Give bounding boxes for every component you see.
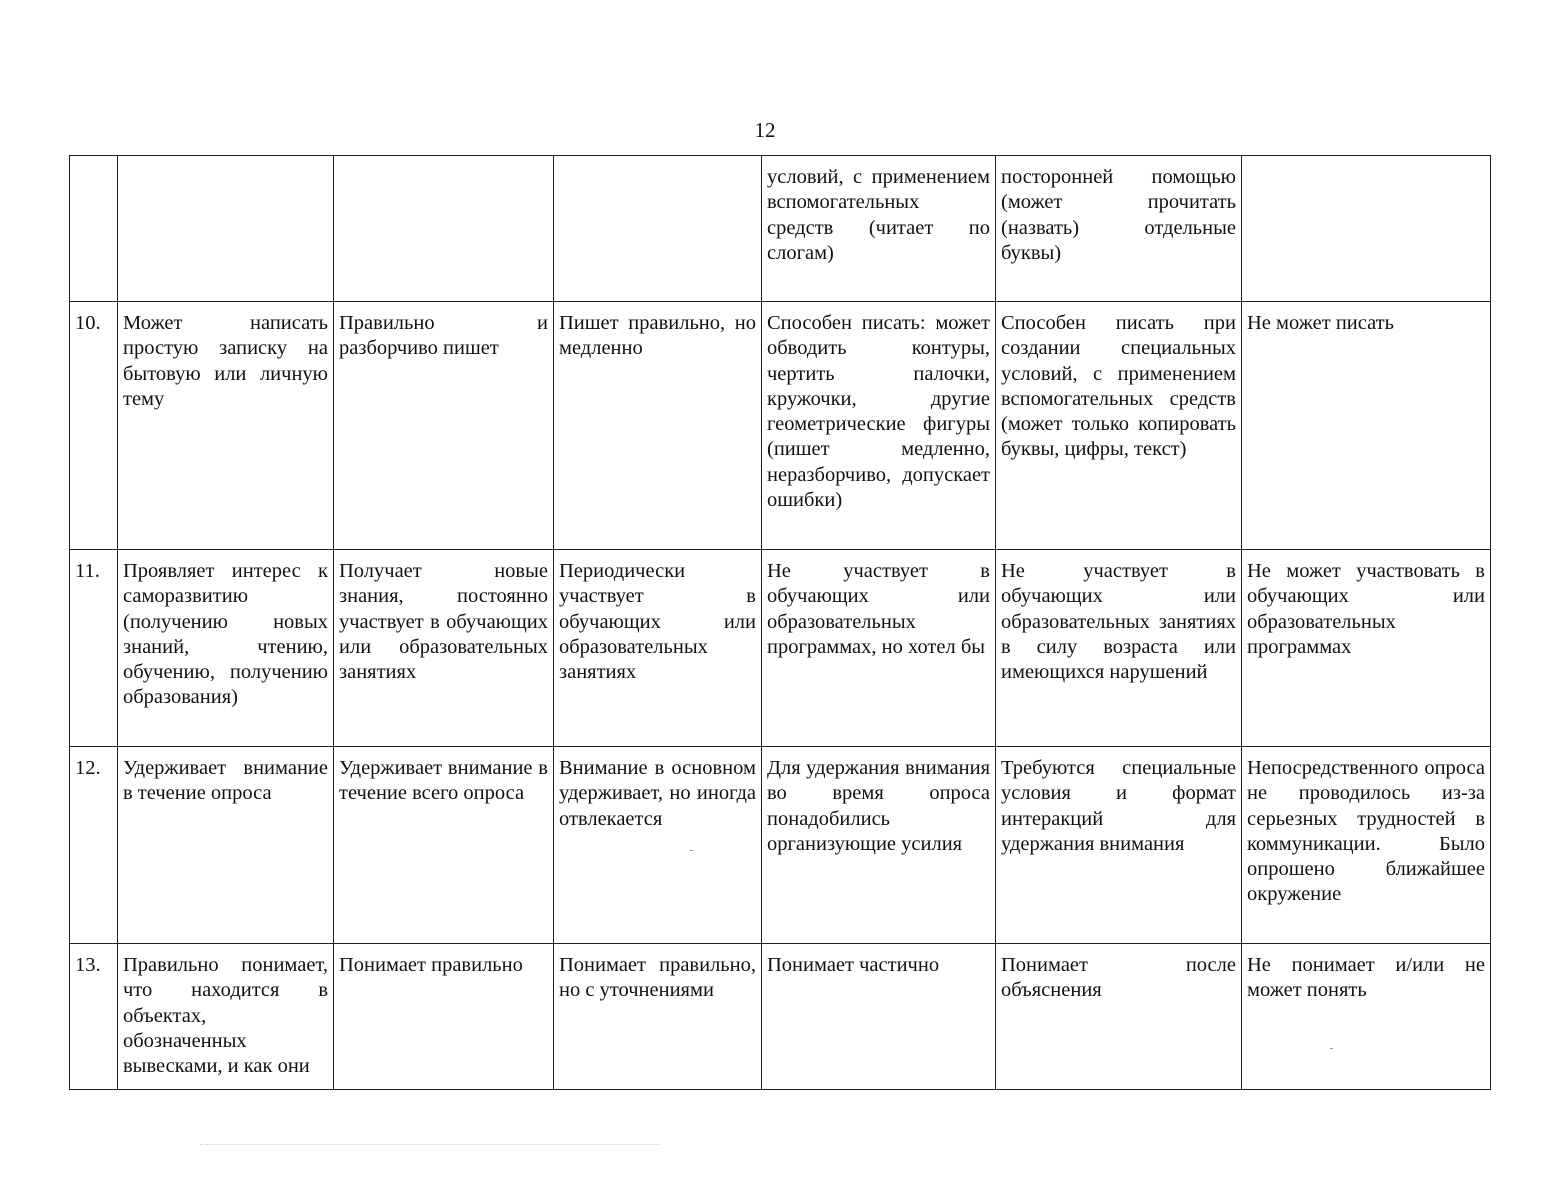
scan-speck	[1330, 1048, 1333, 1049]
criterion-cell	[118, 156, 334, 302]
level-2-cell: Внимание в основном удерживает, но иногда отвлекается	[554, 747, 762, 944]
table-row	[70, 944, 1491, 1090]
criterion-cell: Проявляет интерес к саморазвитию (получению новых знаний, чтению, обучению, получению образования)	[118, 550, 334, 747]
criterion-cell: Удерживает внимание в течение опроса	[118, 747, 334, 944]
level-1-cell: Понимает правильно	[334, 944, 554, 1090]
scan-artifact-dots	[200, 1144, 660, 1147]
level-3-cell: условий, с применением вспомогательных средств (читает по слогам)	[762, 156, 996, 302]
level-5-cell	[1242, 156, 1491, 302]
level-4-cell: Способен писать при создании специальных условий, с применением вспомогательных средств (может только копировать буквы, цифры, текст)	[996, 302, 1242, 550]
scan-speck	[690, 850, 693, 851]
level-2-cell: Понимает правильно, но с уточнениями	[554, 944, 762, 1090]
level-3-cell: Для удержания внимания во время опроса понадобились организующие усилия	[762, 747, 996, 944]
level-1-cell: Правильно и разборчиво пишет	[334, 302, 554, 550]
level-3-cell: Не участвует в обучающих или образовательных программах, но хотел бы	[762, 550, 996, 747]
level-2-cell: Периодически участвует в обучающих или образовательных занятиях	[554, 550, 762, 747]
table-row	[70, 747, 1491, 944]
level-5-cell: Не может писать	[1242, 302, 1491, 550]
level-1-cell	[334, 156, 554, 302]
level-4-cell: Требуются специальные условия и формат интеракций для удержания внимания	[996, 747, 1242, 944]
table-row	[70, 302, 1491, 550]
row-number	[70, 156, 118, 302]
level-4-cell: посторонней помощью (может прочитать (назвать) отдельные буквы)	[996, 156, 1242, 302]
table-row	[70, 550, 1491, 747]
page-number: 12	[754, 118, 776, 142]
level-4-cell: Не участвует в обучающих или образовательных занятиях в силу возраста или имеющихся нарушений	[996, 550, 1242, 747]
row-number: 12.	[70, 747, 118, 944]
level-2-cell: Пишет правильно, но медленно	[554, 302, 762, 550]
criterion-cell: Может написать простую записку на бытовую или личную тему	[118, 302, 334, 550]
level-3-cell: Понимает частично	[762, 944, 996, 1090]
row-number: 11.	[70, 550, 118, 747]
row-number: 10.	[70, 302, 118, 550]
table-row	[70, 156, 1491, 302]
level-2-cell	[554, 156, 762, 302]
level-5-cell: Непосредственного опроса не проводилось из-за серьезных трудностей в коммуникации. Было опрошено ближайшее окружение	[1242, 747, 1491, 944]
level-5-cell: Не может участвовать в обучающих или образовательных программах	[1242, 550, 1491, 747]
row-number: 13.	[70, 944, 118, 1090]
level-1-cell: Получает новые знания, постоянно участвует в обучающих или образовательных занятиях	[334, 550, 554, 747]
level-3-cell: Способен писать: может обводить контуры, чертить палочки, кружочки, другие геометрические фигуры (пишет медленно, неразборчиво, допускает ошибки)	[762, 302, 996, 550]
assessment-table	[69, 155, 1491, 1090]
level-1-cell: Удерживает внимание в течение всего опроса	[334, 747, 554, 944]
level-4-cell: Понимает после объяснения	[996, 944, 1242, 1090]
criterion-cell: Правильно понимает, что находится в объектах, обозначенных вывесками, и как они	[118, 944, 334, 1090]
level-5-cell: Не понимает и/или не может понять	[1242, 944, 1491, 1090]
